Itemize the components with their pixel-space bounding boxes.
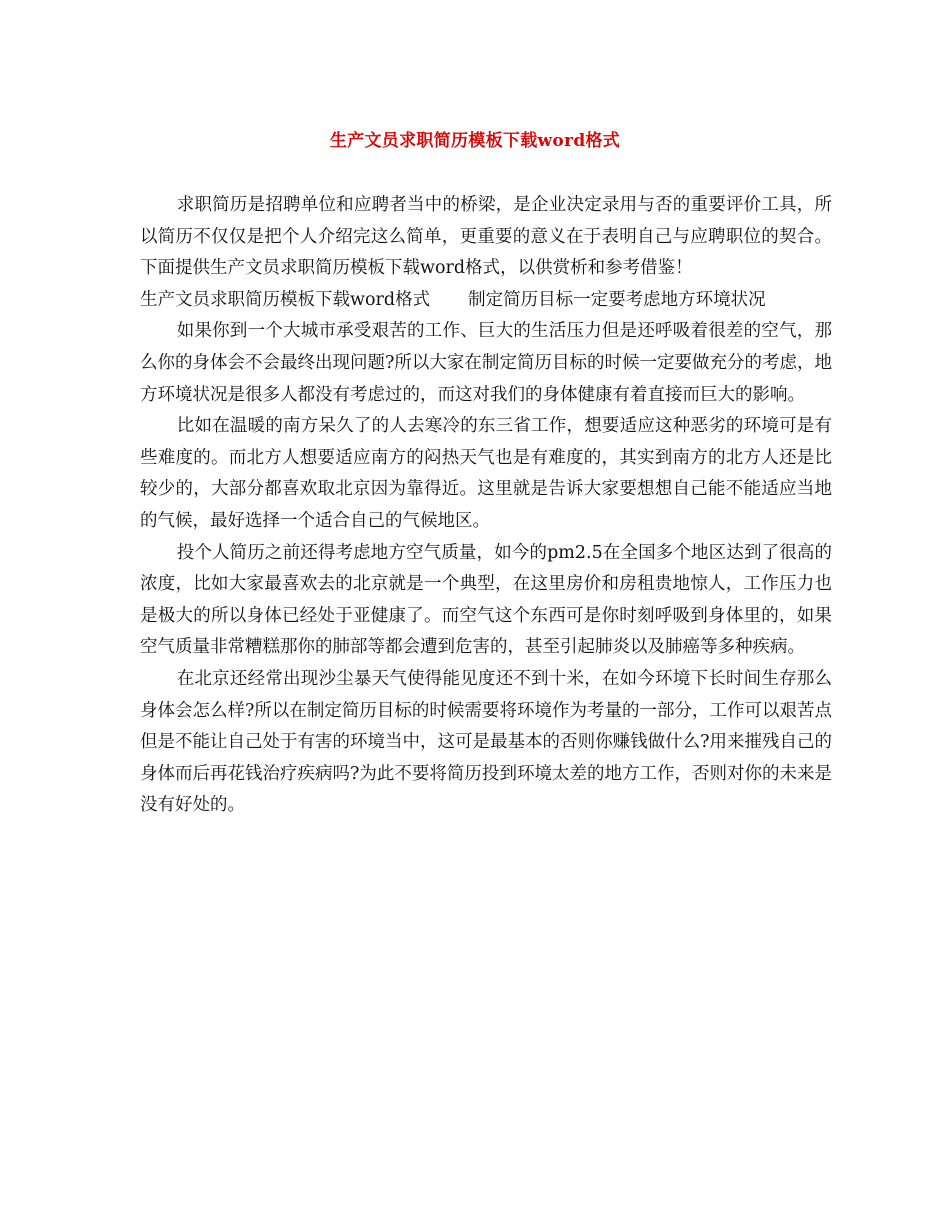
document-body [140,190,832,822]
body-paragraph-1: 如果你到一个大城市承受艰苦的工作、巨大的生活压力但是还呼吸着很差的空气，那么你的身体会不会最终出现问题?所以大家在制定简历目标的时候一定要做充分的考虑，地方环境状况是很多人都没有考虑过的，而这对我们的身体健康有着直接而巨大的影响。 [140,321,832,405]
intro-paragraph: 求职简历是招聘单位和应聘者当中的桥梁，是企业决定录用与否的重要评价工具，所以简历不仅仅是把个人介绍完这么简单，更重要的意义在于表明自己与应聘职位的契合。下面提供生产文员求职简历模板下载word格式，以供赏析和参考借鉴！ [140,195,832,279]
document-title: 生产文员求职简历模板下载word格式 [329,131,621,151]
section-heading [140,285,832,317]
body-paragraph-4: 在北京还经常出现沙尘暴天气使得能见度还不到十米，在如今环境下长时间生存那么身体会怎么样?所以在制定简历目标的时候需要将环境作为考量的一部分，工作可以艰苦点但是不能让自己处于有害的环境当中，这可是最基本的否则你赚钱做什么?用来摧残自己的身体而后再花钱治疗疾病吗?为此不要将简历投到环境太差的地方工作，否则对你的未来是没有好处的。 [140,668,832,816]
section-heading-right: 制定简历目标一定要考虑地方环境状况 [468,289,766,310]
section-heading-left: 生产文员求职简历模板下载word格式 [140,289,431,310]
body-paragraph-2: 比如在温暖的南方呆久了的人去寒冷的东三省工作，想要适应这种恶劣的环境可是有些难度的。而北方人想要适应南方的闷热天气也是有难度的，其实到南方的北方人还是比较少的，大部分都喜欢取北京因为靠得近。这里就是告诉大家要想想自己能不能适应当地的气候，最好选择一个适合自己的气候地区。 [140,416,832,531]
body-paragraph-3: 投个人简历之前还得考虑地方空气质量，如今的pm2.5在全国多个地区达到了很高的浓度，比如大家最喜欢去的北京就是一个典型，在这里房价和房租贵地惊人，工作压力也是极大的所以身体已经处于亚健康了。而空气这个东西可是你时刻呼吸到身体里的，如果空气质量非常糟糕那你的肺部等都会遭到危害的，甚至引起肺炎以及肺癌等多种疾病。 [140,542,832,658]
